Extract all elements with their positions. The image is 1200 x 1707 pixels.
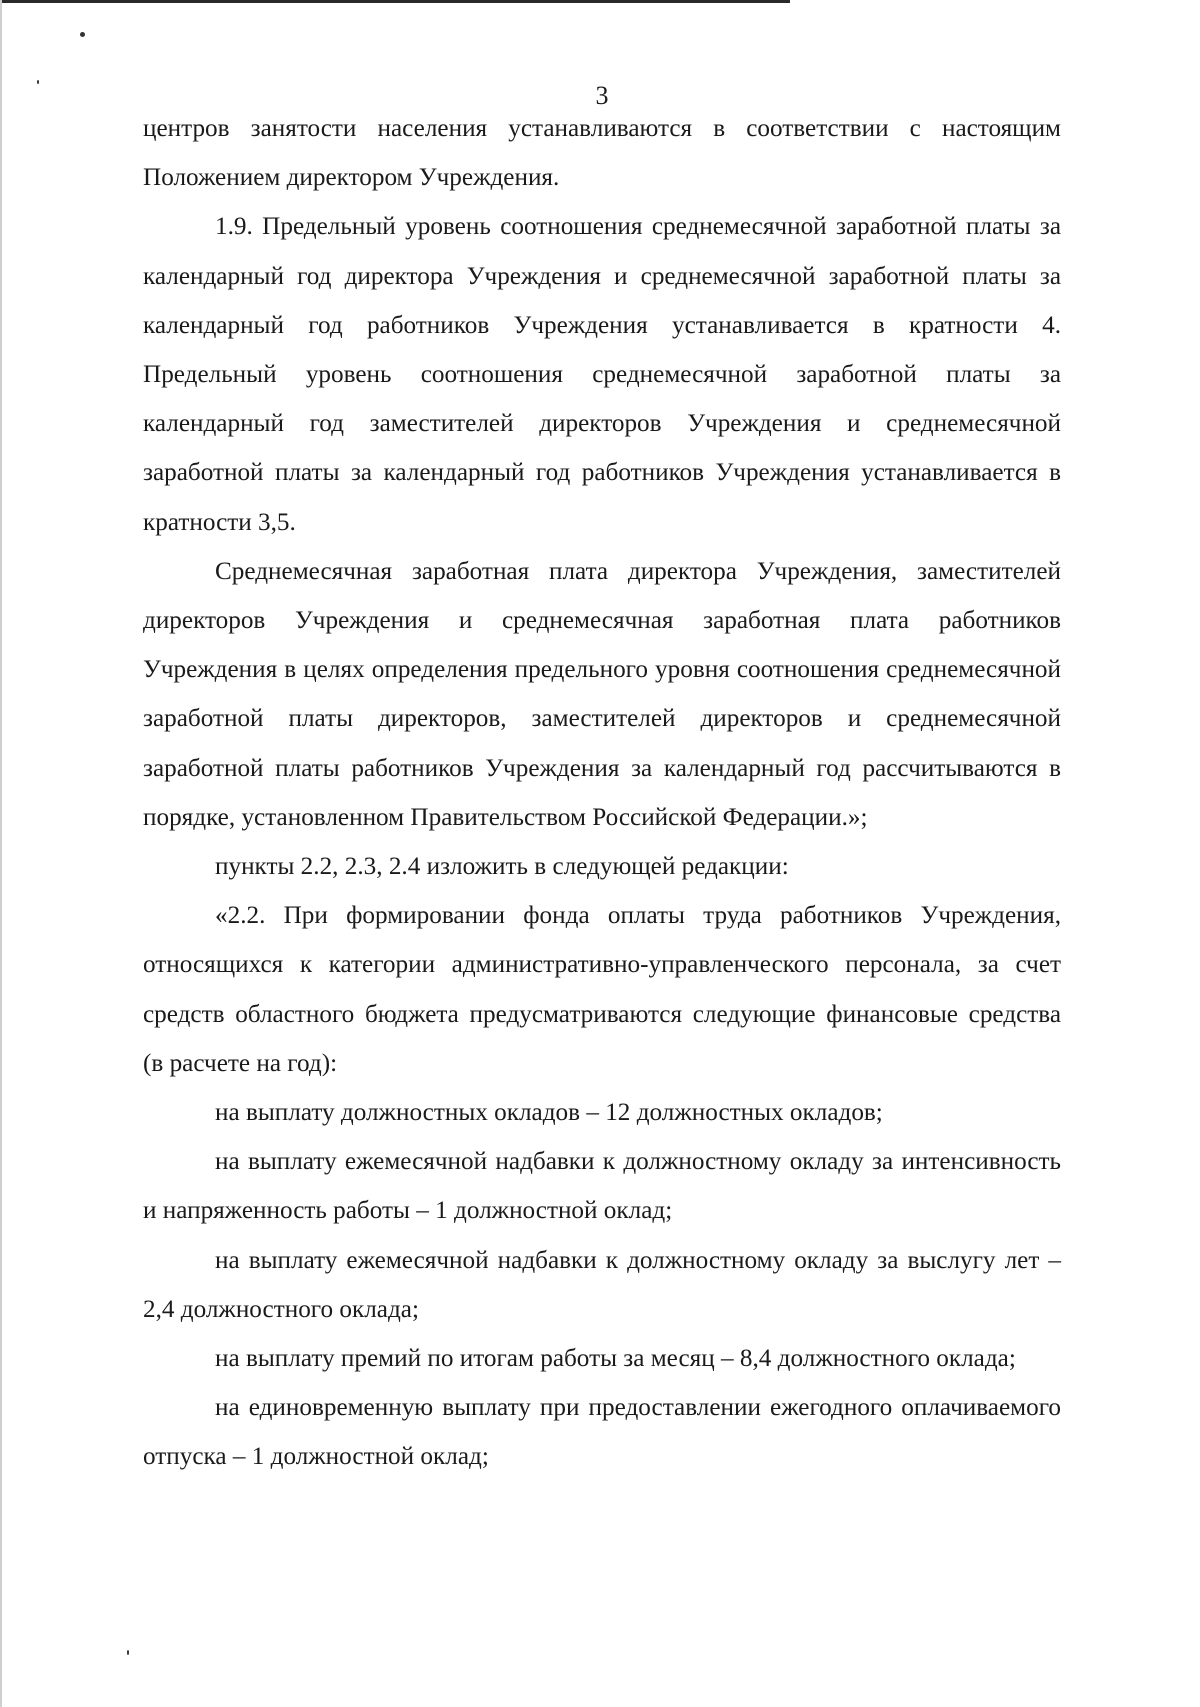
page-number: 3 [595,81,609,110]
scan-speck [127,1650,129,1655]
paragraph-average-salary: Среднемесячная заработная плата директора Учреждения, заместителей директоров Учреждения и среднемесячная заработная плата работников Учреждения в целях определения предельного уровня соотношения среднемесячной заработной платы директоров, заместителей директоров и среднемесячной заработной платы работников Учреждения за календарный год рассчитываются в порядке, установленном Правительством Российской Федерации.»; [143,557,1061,831]
scan-speck [80,32,85,37]
paragraph-continuation: центров занятости населения устанавливаются в соответствии с настоящим Положением директором Учреждения. [143,115,1061,192]
list-item-salary: на выплату должностных окладов – 12 должностных окладов; [215,1099,883,1127]
paragraph-2-2: «2.2. При формировании фонда оплаты труда работников Учреждения, относящихся к категории административно-управленческого персонала, за счет средств областного бюджета предусматриваются следующие финансовые средства (в расчете на год): [143,902,1061,1077]
paragraph-1-9: 1.9. Предельный уровень соотношения среднемесячной заработной платы за календарный год директора Учреждения и среднемесячной заработной платы за календарный год работников Учреждения устанавливается в кратности 4. Предельный уровень соотношения среднемесячной заработной платы за календарный год заместителей директоров Учреждения и среднемесячной заработной платы за календарный год работников Учреждения устанавливается в кратности 3,5. [143,213,1061,536]
paragraph-amendment-intro: пункты 2.2, 2.3, 2.4 изложить в следующей редакции: [215,853,789,881]
scan-edge-top [0,0,790,3]
scan-edge-left [0,0,2,1707]
document-body [143,104,1061,1482]
list-item-monthly-premium: на выплату премий по итогам работы за месяц – 8,4 должностного оклада; [215,1345,1016,1373]
list-item-seniority-bonus: на выплату ежемесячной надбавки к должностному окладу за выслугу лет – 2,4 должностного оклада; [143,1246,1061,1323]
list-item-vacation-payment: на единовременную выплату при предоставлении ежегодного оплачиваемого отпуска – 1 должностной оклад; [143,1394,1061,1471]
list-item-intensity-bonus: на выплату ежемесячной надбавки к должностному окладу за интенсивность и напряженность работы – 1 должностной оклад; [143,1148,1061,1225]
